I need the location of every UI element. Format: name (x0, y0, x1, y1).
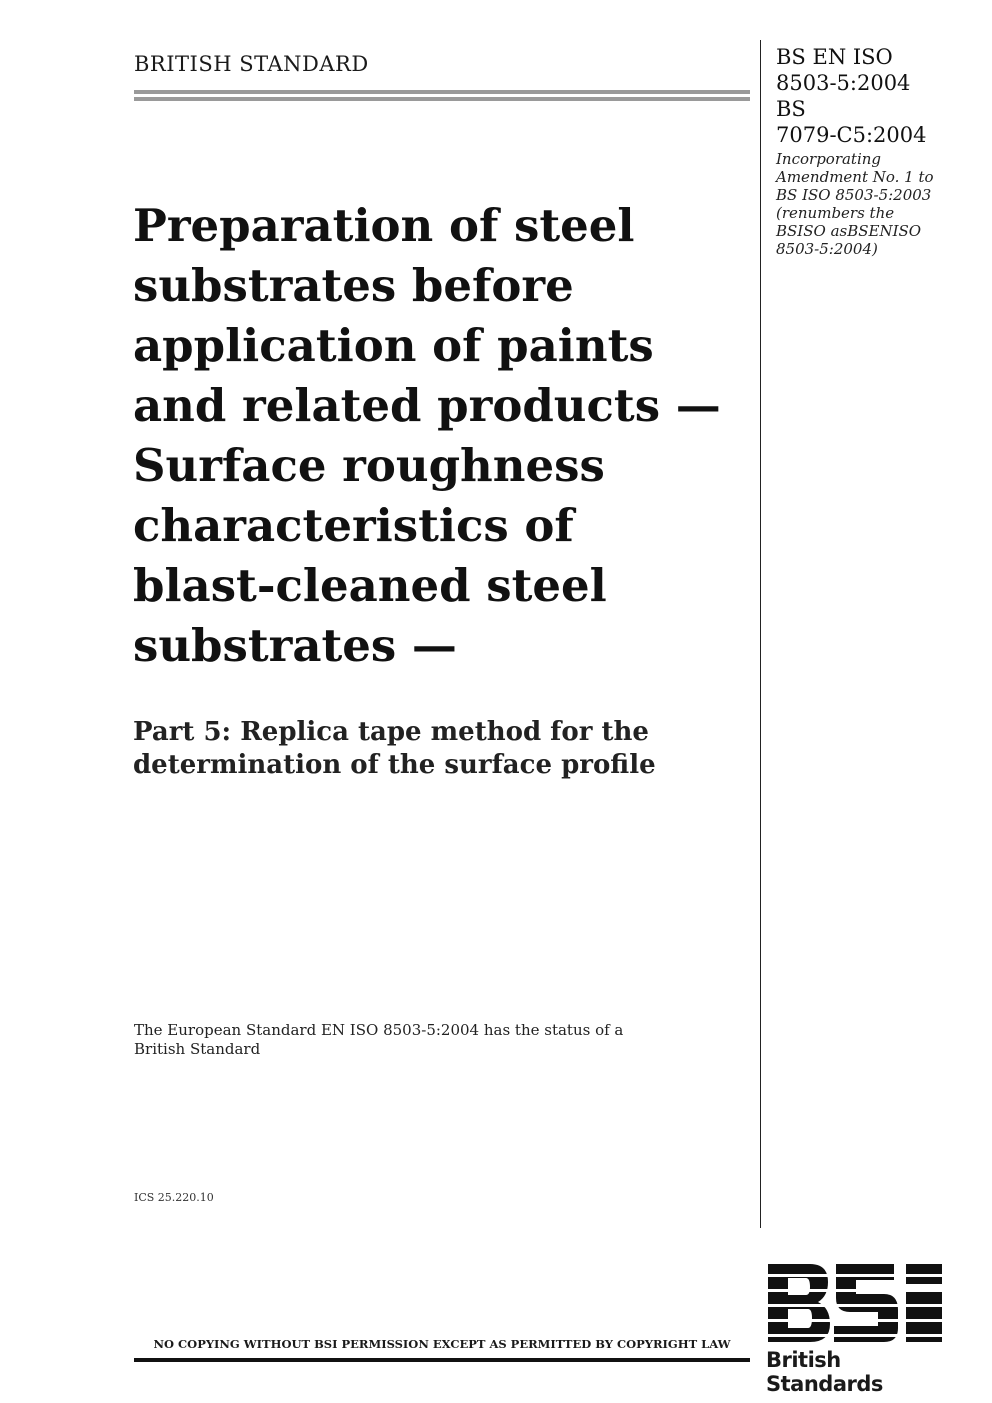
header-double-rule (134, 90, 750, 101)
title-line: substrates before (133, 259, 574, 312)
amendment-line: BSISO asBSENISO (776, 222, 922, 240)
title-line: and related products — (133, 379, 721, 432)
title-line: blast-cleaned steel (133, 559, 607, 612)
amendment-line: 8503-5:2004) (776, 240, 878, 258)
amendment-line: BS ISO 8503-5:2003 (776, 186, 932, 204)
title-line: characteristics of (133, 499, 574, 552)
subtitle-line: determination of the surface profile (133, 750, 656, 780)
amendment-note (776, 150, 981, 258)
status-line: British Standard (134, 1040, 261, 1058)
bsi-logo (766, 1262, 944, 1396)
status-note (134, 1021, 654, 1059)
title-line: application of paints (133, 319, 654, 372)
amendment-line: Amendment No. 1 to (776, 168, 934, 186)
title-line: Preparation of steel (133, 199, 635, 252)
amendment-line: (renumbers the (776, 204, 895, 222)
document-title (133, 196, 753, 676)
document-type-label: BRITISH STANDARD (134, 52, 369, 76)
amendment-line: Incorporating (776, 150, 882, 168)
document-subtitle (133, 716, 743, 782)
copyright-notice: NO COPYING WITHOUT BSI PERMISSION EXCEPT AS PERMITTED BY COPYRIGHT LAW (153, 1337, 731, 1351)
column-divider (760, 40, 761, 1228)
standard-number-line: 8503-5:2004 (776, 71, 911, 95)
status-line: The European Standard EN ISO 8503-5:2004 has the status of a (134, 1021, 624, 1039)
subtitle-line: Part 5: Replica tape method for the (133, 717, 649, 747)
standard-number-line: BS EN ISO (776, 45, 893, 69)
bsi-logo-mark (766, 1262, 944, 1344)
footer-rule (134, 1358, 750, 1362)
ics-code: ICS 25.220.10 (134, 1191, 214, 1204)
logo-text: British Standards (766, 1348, 883, 1396)
title-line: Surface roughness (133, 439, 605, 492)
standard-number-block (776, 44, 981, 258)
title-line: substrates — (133, 619, 457, 672)
standard-number-line: BS (776, 97, 806, 121)
standard-number-line: 7079-C5:2004 (776, 123, 927, 147)
